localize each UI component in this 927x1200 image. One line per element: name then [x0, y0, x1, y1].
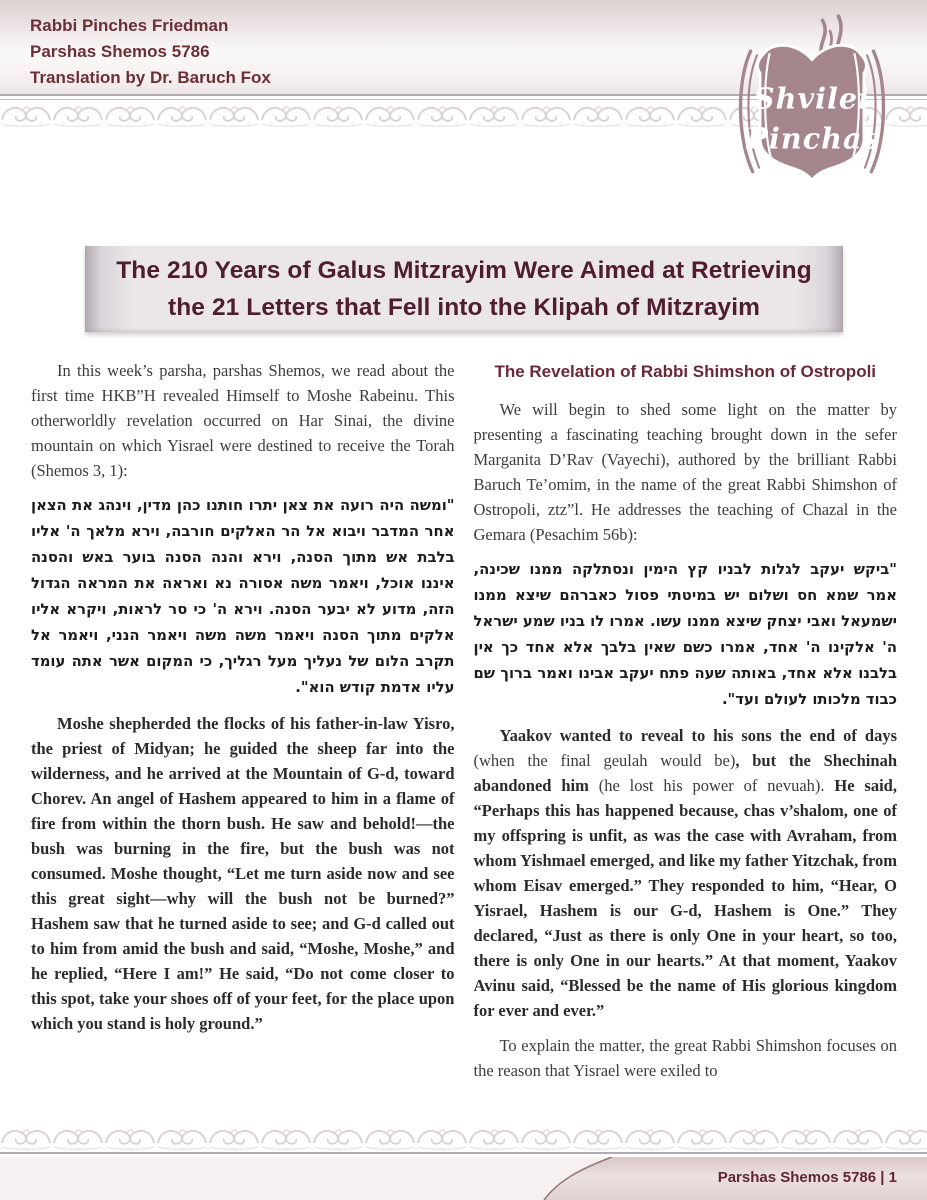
header-edition: Parshas Shemos 5786 [30, 42, 210, 61]
left-intro-paragraph: In this week’s parsha, parshas Shemos, we read about the first time HKB”H revealed Himself to Moshe Rabeinu. This otherworldly revelation occurred on Har Sinai, the divine mountain on which Yisrael were destined to receive the Torah (Shemos 3, 1): [31, 361, 455, 480]
shvilei-pinchas-logo-icon [722, 12, 902, 194]
article-title-line2: the 21 Letters that Fell into the Klipah of Mitzrayim [167, 294, 760, 321]
article-title-band [85, 246, 843, 332]
translation-segment: (when the final geulah would be) [473, 751, 736, 770]
translation-segment: , but the Shechinah abandoned him [473, 751, 897, 795]
right-column [474, 358, 898, 1126]
article-title-line1: The 210 Years of Galus Mitzrayim Were Aimed at Retrieving [116, 257, 812, 284]
right-translation-paragraph [474, 723, 898, 1023]
header-text-block [30, 13, 271, 91]
logo-text-line1: Shvilei [753, 81, 871, 116]
left-translation-paragraph: Moshe shepherded the flocks of his father-in-law Yisro, the priest of Midyan; he guided the sheep far into the wilderness, and he arrived at the Mountain of G-d, toward Chorev. An angel of Hashem appeared to him in a flame of fire from within the thorn bush. He saw and behold!—the bush was burning in the fire, but the bush was not consumed. Moshe thought, “Let me turn aside now and see this great sight—why will the bush not be burned?” Hashem saw that he turned aside to see; and G-d called out to him from amid the bush and said, “Moshe, Moshe,” and he replied, “Here I am!” He said, “Do not come closer to this spot, take your shoes off of your feet, for the place upon which you stand is holy ground.” [31, 714, 455, 1033]
footer-band [0, 1157, 927, 1200]
logo-text-line2: Pinchas [746, 121, 880, 156]
translation-segment: He said, “Perhaps this has happened because, chas v’shalom, one of my offspring is unfit, as was the case with Avraham, from whom Yishmael emerged, and like my father Yitzchak, from whom Eisav emerged.” They responded to him, “Hear, O Yisrael, Hashem is our G-d, Hashem is One.” They declared, “Just as there is only One in your heart, so too, there is only One in our hearts.” At that moment, Yaakov Avinu said, “Blessed be the name of His glorious kingdom for ever and ever.” [473, 776, 897, 1020]
footer-page-label: Parshas Shemos 5786 | 1 [717, 1169, 897, 1186]
translation-segment: Yaakov wanted to reveal to his sons the end of days [499, 726, 897, 745]
right-closing-paragraph: To explain the matter, the great Rabbi Shimshon focuses on the reason that Yisrael were exiled to [473, 1036, 897, 1080]
header-author: Rabbi Pinches Friedman [30, 16, 229, 35]
right-intro-paragraph: We will begin to shed some light on the matter by presenting a fascinating teaching brought down in the sefer Marganita D’Rav (Vayechi), authored by the brilliant Rabbi Baruch Te’omim, in the name of the great Rabbi Shimshon of Ostropoli, ztz”l. He addresses the teaching of Chazal in the Gemara (Pesachim 56b): [473, 400, 897, 544]
translation-segment: (he lost his power of nevuah). [598, 776, 835, 795]
header-translator: Translation by Dr. Baruch Fox [30, 68, 271, 87]
ornamental-border-bottom [0, 1126, 927, 1152]
body-columns [31, 358, 897, 1126]
left-hebrew-quote: "ומשה היה רועה את צאן יתרו חותנו כהן מדין, וינהג את הצאן אחר המדבר ויבוא אל הר האלקים חורבה, וירא מלאך ה' אליו בלבת אש מתוך הסנה, וירא והנה הסנה בוער באש והסנה איננו אוכל, ויאמר משה אסורה נא ואראה את המראה הגדול הזה, מדוע לא יבער הסנה. וירא ה' כי סר לראות, ויקרא אליו אלקים מתוך הסנה ויאמר משה משה ויאמר הנני, ויאמר אל תקרב הלום של נעליך מעל רגליך, כי המקום אשר אתה עומד עליו אדמת קודש הוא". [31, 497, 455, 696]
section-heading: The Revelation of Rabbi Shimshon of Ostropoli [494, 362, 877, 381]
right-hebrew-quote: "ביקש יעקב לגלות לבניו קץ הימין ונסתלקה ממנו שכינה, אמר שמא חס ושלום יש במיטתי פסול כאברהם שיצא ממנו ישמעאל ואבי יצחק שיצא ממנו עשו. אמרו לו בניו שמע ישראל ה' אלקינו ה' אחד, אמרו כשם שאין בלבך אלא אחד כך אין בלבנו אלא אחד, באותה שעה פתח יעקב אבינו ואמר ברוך שם כבוד מלכותו לעולם ועד". [473, 561, 897, 708]
left-column [31, 358, 455, 1126]
